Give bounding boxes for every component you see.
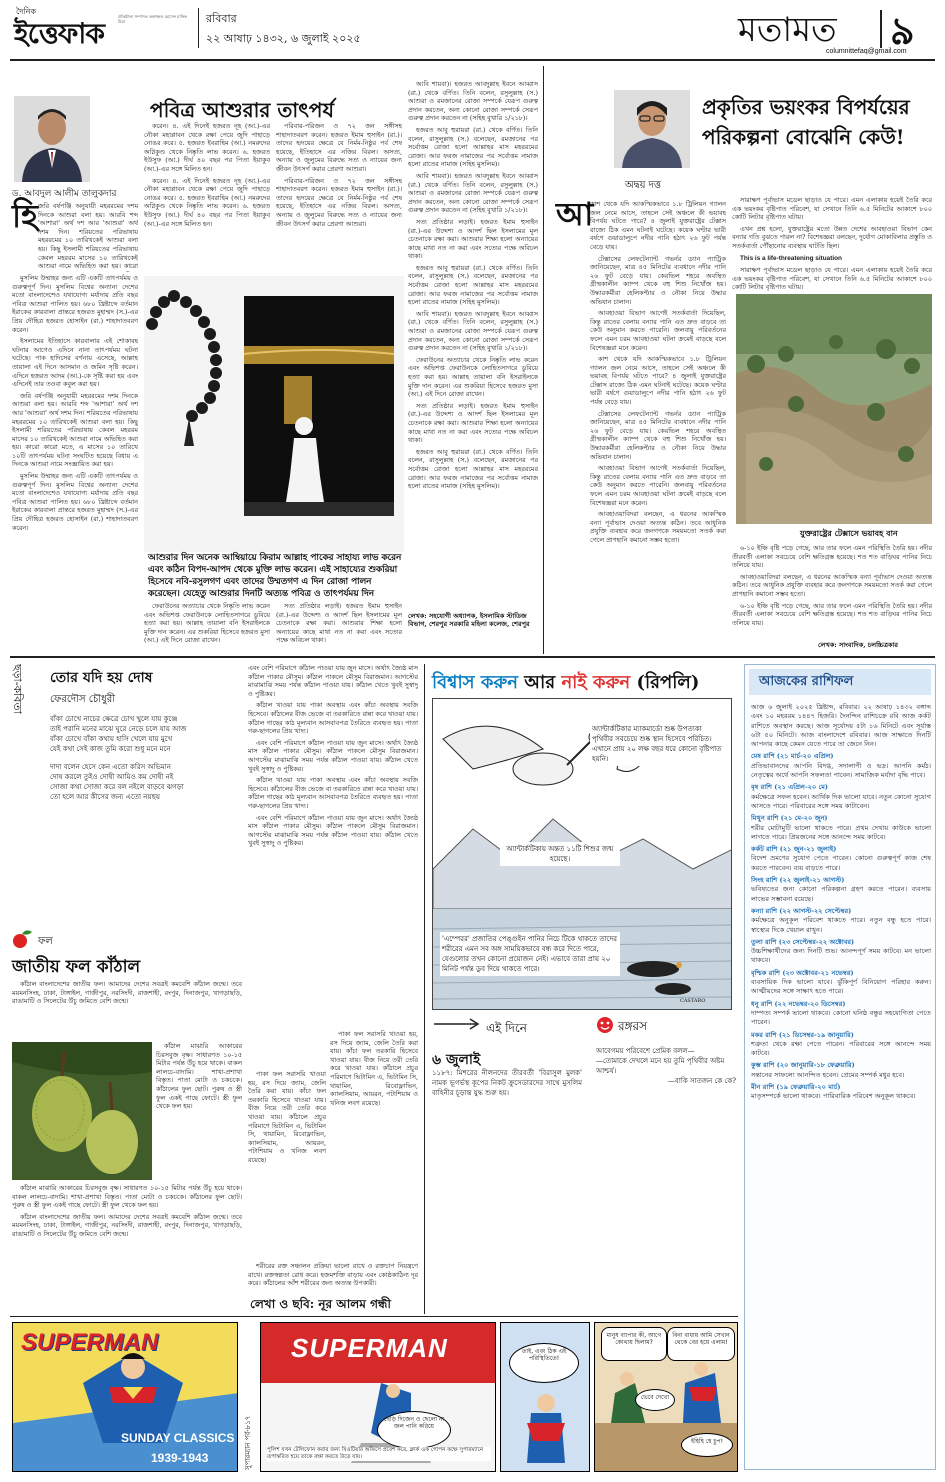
comic-panel-4 (594, 1322, 738, 1472)
jackfruit-photo (12, 1042, 152, 1180)
article1-para-g2: ফেরাউনের অত্যাচার থেকে নিষ্কৃতি লাভ করেন এবং অভিশপ্ত ফেরাউনকে লোহিতসাগরে ডুবিয়ে হত্যা করা হয়। আল্লাহ তায়ালা বনি ইসরাইলকে মুক্তি দান করেন। এর শুকরিয়া হিসেবে হজরত মুসা (আ.) এই দিনে রোজা রাখেন। (144, 602, 270, 645)
rongoros-line: আবেগময় পরিবেশে প্রেমিক বলল— (596, 1047, 695, 1055)
poem-line: দাদা বলেন হেসে কেন এতো করিস অভিমান (50, 763, 171, 771)
flood-photo-caption: যুক্তরাষ্ট্রের টেক্সাসে ভয়াবহ বান (800, 528, 898, 538)
horoscope-sign-name: তুলা রাশি (২৩ সেপ্টেম্বর-২২ অক্টোবর) (751, 937, 855, 946)
poem-line: বাঁকা চোখে নাচের ক্ষেত্রে চোখ খুলে যায় কুঞ্জে (50, 715, 178, 723)
article2-col2b (732, 544, 932, 644)
poem-side-label: ছড়া-কবিতা (11, 664, 24, 714)
comic-panel-2 (260, 1322, 496, 1472)
article1-para-e2: পরিবার-পরিজন ও ৭২ জন সঙ্গীসহ শাহাদাতবরণ করেন। হজরত ইমাম হুসাইন (রা.)। তাদের হৃদয়ের ক্ষেত্রে যে নির্মম-নিষ্ঠুর পর্ব শেষ হয়েছে, ইতিহাসে এর নজির বিরল। অসত্য, অন্যায় ও জুলুমের বিরুদ্ধে সত্য ও ন্যায়ের জন্য জীবন উৎসর্গ করার প্রেরণা আশুরা। (276, 176, 402, 228)
ripley-title-a: বিশ্বাস করুন (432, 672, 518, 693)
article1-para-h2: সত্য প্রতিষ্ঠার লড়াই। হজরত ইমাম হুসাইন (রা.)-এর উদ্দেশ্য ও আদর্শ ছিল ইসলামের মূল চেতনাকে রক্ষা করা। আশুরার শিক্ষা হলো অন্যায়ের কাছে মাথা নত না করা এবং সত্যের পক্ষে অবিচল থাকা। (408, 401, 538, 445)
horoscope-sign-name: সিংহ রাশি (২২ জুলাই-২১ আগস্ট) (751, 876, 845, 885)
fruit-para-d2: কাঁঠাল খাওয়া যায় পাকা অবস্থায় এবং কাঁচা অবস্থায় সবজি হিসেবে। কাঁঠালের বীজ ভেজে বা তরকারিতে রান্না করে খাওয়া যায়। কাঁঠাল গাছের কাঠ মূল্যবান আসবাবপত্র তৈরিতে ব্যবহৃত হয়। পাতা গরু-ছাগলের প্রিয় খাদ্য। (248, 776, 418, 810)
fruit-title[interactable]: জাতীয় ফল কাঁঠাল (12, 957, 141, 977)
article1-para-f3: আবি শায়বা)। হজরত আবদুল্লাহ ইবনে আব্বাস (রা.) থেকে বর্ণিত। তিনি বলেন, রসুলুল্লাহ (স.) আশুরা ও রমজানের রোজা সম্পর্কে যেরূপ গুরুত্ব প্রদান করতেন, অন্য কোনো রোজা সম্পর্কে সেরূপ গুরুত্ব প্রদান করতেন না (সহিহ বুখারি ১/২১৮)। (408, 309, 538, 353)
article1-col2 (144, 122, 270, 272)
article1-highlight-caption: আশুরার দিন অনেক আম্বিয়ায়ে কিরাম আল্লাহ পাকের সাহায্য লাভ করেন এবং কঠিন বিপদ-আপদ থেকে মুক্তি লাভ করেন। এই সাহায্যের শুকরিয়া হিসেবে নবি-রসুলগণ এবং তাদের উম্মতগণ এ দিন রোজা পালন করেছেন। যেহেতু আশুরার দিনটি অত্যন্ত পবিত্র ও তাৎপর্যময় দিন (148, 553, 402, 599)
this-day-date: ৬ জুলাই (432, 1052, 481, 1068)
horoscope-sign-text: কর্মক্ষেত্রে অনুকূল পরিবেশ থাকতে পারে। নতুন বন্ধু হতে পারে। স্বাস্থ্যের দিকে খেয়াল রাখুন। (751, 916, 931, 934)
article1-title[interactable]: পবিত্র আশুরার তাৎপর্য (150, 98, 334, 122)
horoscope-sign-text: মাতৃসম্পর্কে ভালো থাকবে। পারিবারিক পরিবেশ অনুকূল থাকবে। (751, 1092, 916, 1101)
article1-col1b (12, 274, 138, 648)
fruit-col2c (248, 1262, 418, 1292)
fruit-credit: লেখা ও ছবি: নূর আলম গন্ধী (250, 1297, 391, 1311)
article1-para-e: পরিবার-পরিজন ও ৭২ জন সঙ্গীসহ শাহাদাতবরণ করেন। হজরত ইমাম হুসাইন (রা.)। তাদের হৃদয়ের ক্ষেত্রে যে নির্মম-নিষ্ঠুর পর্ব শেষ হয়েছে, ইতিহাসে এর নজির বিরল। অসত্য, অন্যায় ও জুলুমের বিরুদ্ধে সত্য ও ন্যায়ের জন্য জীবন উৎসর্গ করার প্রেরণা আশুরা। (276, 122, 402, 173)
article2-para-c2: আবহাওয়া বিভাগ আগেই সতর্কবার্তা দিয়েছিল, কিন্তু রাতের বেলায় বন্যার পানি এত দ্রুত বাড়বে তা কেউ অনুমান করতে পারেনি। জলবায়ু পরিবর্তনের ফলে এমন চরম আবহাওয়া ঘটনা ক্রমেই বাড়ছে বলে বিশেষজ্ঞরা মনে করেন। (590, 464, 726, 507)
article1-para-c: ইসলামের ইতিহাসে কারবালার এই শোকাবহ ঘটনার আগেও এদিনে নানা তাৎপর্যময় ঘটনা ঘটেছে। পাক হাদিসের বর্ণনায় এসেছে, আল্লাহ তায়ালা এই দিনে আসমান ও জমিন সৃষ্টি করেন। এদিনে হজরত আদম (আ.)-কে সৃষ্টি করা হয় এবং এদিনেই তার তওবা কবুল করা হয়। (12, 337, 138, 389)
fruit-col1b (156, 1042, 242, 1180)
fruit-para-c3: এবং বেশি পরিমাণে কাঁঠাল পাওয়া যায় জুন মাসে। অর্থাৎ জ্যৈষ্ঠ মাস কাঁঠাল পাকার মৌসুম। কাঁঠাল পাকলে মৌসুম বিরাজমান। আগস্টের মাঝামাঝি সময় পর্যন্ত কাঁঠাল পাওয়া যায়। কাঁঠাল খেতে খুবই সুস্বাদু ও পুষ্টিকর। (248, 813, 418, 848)
masthead-day: রবিবার (206, 12, 237, 25)
page-number: ৯ (890, 8, 915, 53)
comic-cover-title: SUPERMAN (21, 1329, 159, 1356)
article1-para-h: সত্য প্রতিষ্ঠার লড়াই। হজরত ইমাম হুসাইন (রা.)-এর উদ্দেশ্য ও আদর্শ ছিল ইসলামের মূল চেতনাকে রক্ষা করা। আশুরার শিক্ষা হলো অন্যায়ের কাছে মাথা নত না করা এবং সত্যের পক্ষে অবিচল থাকা। (408, 217, 538, 261)
poem-title[interactable]: তোর যদি হয় দোষ (50, 670, 153, 686)
horoscope-sign-text: ভবিষ্যতের জন্য কোনো পরিকল্পনা গ্রহণ করতে পারেন। ব্যবসায় লাভের সম্ভাবনা রয়েছে। (751, 885, 931, 903)
ashura-illustration (144, 276, 404, 552)
horoscope-sign-name: বৃশ্চিক রাশি (২৩ অক্টোবর-২১ নভেম্বর) (751, 968, 854, 977)
masthead (0, 0, 945, 58)
horoscope-sign-name: মিথুন রাশি (২১ মে-২০ জুন) (751, 814, 828, 823)
article1-col2b (144, 602, 270, 648)
fruit-para-a2: কাঁঠাল বাংলাদেশের জাতীয় ফল। আমাদের দেশের সবত্রই কমবেশি কাঁঠাল জন্মে। তবে ময়মনসিংহ, ঢাকা, টাঙ্গাইল, গাজীপুর, নরসিংদী, রাজশাহী, রংপুর, দিনাজপুর, খাগড়াছড়ি, রাঙামাটি ও সিলেটের উঁচু জমিতে বেশি জন্মে। (12, 1212, 242, 1238)
article2-col1 (590, 200, 726, 650)
fruit-label: ফল (38, 936, 53, 947)
horoscope-sign-text: ব্যবসায়িক দিক ভালো যাবে। ঝুঁকিপূর্ণ বিনিয়োগ পরিহার করুন। আত্মীয়দের সঙ্গে সাক্ষাৎ হতে পারে। (751, 978, 931, 996)
article1-para-h3: সত্য প্রতিষ্ঠার লড়াই। হজরত ইমাম হুসাইন (রা.)-এর উদ্দেশ্য ও আদর্শ ছিল ইসলামের মূল চেতনাকে রক্ষা করা। আশুরার শিক্ষা হলো অন্যায়ের কাছে মাথা নত না করা এবং সত্যের পক্ষে অবিচল থাকা। (276, 602, 402, 645)
horoscope-sign-name: মেষ রাশি (২১ মার্চ-২০ এপ্রিল) (751, 752, 834, 761)
article1-dropcap: হি (12, 197, 38, 235)
poem-poet: ফেরদৌস চৌধুরী (50, 694, 116, 705)
poem-line: বাঁকা চোখে বাঁকা কথায় হাসি খেলে যায় মুখে (50, 735, 173, 743)
horoscope-sign-name: মীন রাশি (১৯ ফেব্রুয়ারি-২০ মার্চ) (751, 1082, 841, 1091)
article2-para-a2: কাশ থেকে যদি আকস্মিকভাবে ১.৮ ট্রিলিয়ন গ্যালন জল নেমে আসে, তাহলে সেই অঞ্চলে কী ভয়াবহ বিপর্যয় ঘটতে পারে? ৪ জুলাই যুক্তরাষ্ট্রের টেক্সাস রাজ্যে ঠিক এমন ঘটনাই ঘটেছে। কয়েক ঘণ্টার ভারী বর্ষণে গুয়াডালুপে নদীর পানি হঠাৎ ২৬ ফুট পর্যন্ত বেড়ে যায়। (590, 355, 726, 407)
article1-col4 (408, 80, 538, 648)
comic-top-rule (10, 1316, 738, 1317)
article1-byline: লেখক: সহযোগী অধ্যাপক, ইসলামিক স্টাডিজ বিভাগ, শেরপুর সরকারি মহিলা কলেজ, শেরপুর (408, 612, 530, 628)
comic-bubble-1: ছেড়ি দিজেন ও ছেলো না জল পানি করিয়ে (377, 1411, 451, 1449)
ripley-caption-1: অ্যান্টার্কটিকার ম্যাকমার্ডো শুষ্ক উপত্যকা পৃথিবীর সবচেয়ে শুষ্ক স্থান হিসেবে পরিচিত। এখানে প্রায় ২০ লক্ষ বছর ধরে কোনো বৃষ্টিপাত হয়নি। (590, 722, 726, 766)
brand-tagline: প্রতিষ্ঠাতা সম্পাদক তফাজ্জল হোসেন মানিক মিয়া (118, 14, 187, 24)
fruit-para-b: কাঁঠাল মাঝারি আকারের চিরসবুজ বৃক্ষ। সাধারণত ১০-১৫ মিটার পর্যন্ত উঁচু হয়ে থাকে। বাকল লালচে-বাদামি। শাখা-প্রশাখা বিস্তৃত। পাতা মোটা ও চকচকে। কাঁঠালের ফুল ছোট। পুরুষ ও স্ত্রী ফুল একই গাছে ফোটে। স্ত্রী ফুল থেকে ফল হয়। (156, 1042, 242, 1111)
article2-para-d2: সারাক্ষণ পূর্বাভাস মডেল ছাড়াও যে পারে। এমন এলাকায় হয়েই তৈরি করে এক ভয়ংকর বৃষ্টিপাত পরিবেশ, যা সেখানে তিনি ৬.৫ মিনিটের আকাশে ৮০০ কোটি লিটার বৃষ্টিপাত ঘটায়। (732, 266, 932, 292)
rongoros-line: —বাকি সাতজন কে কে? (667, 1077, 736, 1085)
poem-line: তো হলে আর কীসের জন্য এতো নয়ছয় (50, 793, 160, 801)
article2-byline: লেখক: সাংবাদিক, চলচ্চিত্রকার (818, 641, 898, 649)
article1-para-d2: করেন। ৪. এই দিনেই হজরত নূহ (আ.)-এর নৌকা মহাপ্লাবন থেকে রক্ষা পেয়ে জুদি পাহাড়ে নোঙর করে। ৫. হজরত ইবরাহিম (আ.) নমরুদের অগ্নিকুণ্ড থেকে নিষ্কৃতি লাভ করেন। ৬. হজরত ইউসুফ (আ.) দীর্ঘ ৪০ বছর পর পিতা ইয়াকুব (আ.)-এর সঙ্গে মিলিত হন। (144, 176, 270, 228)
article-divider-vertical (543, 66, 544, 654)
article1-para-a: জরি বর্ষপঞ্জি অনুযায়ী মহররমের দশম দিনকে আশুরা বলা হয়। আরবি শব্দ 'আশারা' অর্থ দশ আর 'আশুরা' অর্থ দশম দিন। শরিয়তের পরিভাষায় মহররমের ১০ তারিখকেই আশুরা বলা হয়। কিছু ইসলামী শরিয়তের পরিভাষায় কেবল মহররম মাসের ১০ তারিখকেই আশুরা নামে অভিহিত করা হয়। কারো (38, 202, 138, 271)
fruit-para-a: কাঁঠাল বাংলাদেশের জাতীয় ফল। আমাদের দেশের সবত্রই কমবেশি কাঁঠাল জন্মে। তবে ময়মনসিংহ, ঢাকা, টাঙ্গাইল, গাজীপুর, নরসিংদী, রাজশাহী, রংপুর, দিনাজপুর, খাগড়াছড়ি, রাঙামাটি ও সিলেটের উঁচু জমিতে বেশি জন্মে। (12, 980, 242, 1006)
horoscope-sign-text: প্রতিভাবানদের আপনি বিদগ্ধ, সদালাপী ও ভদ্র। আপনি কর্মঠ। নেতৃত্বের অর্থে আপনি সফলতা পাবেন। সামাজিক মর্যাদা বৃদ্ধি পাবে। (751, 761, 931, 780)
fruit-col1c (12, 1184, 242, 1294)
article2-dropcap: আ (556, 195, 594, 233)
comic-bubble-2: তাই, এবং ঠিক এই পরিস্থিতিতে! (509, 1343, 579, 1383)
column-email[interactable]: columnittefaq@gmail.com (826, 48, 907, 55)
article1-para-f2: আবি শায়বা)। হজরত আবদুল্লাহ ইবনে আব্বাস (রা.) থেকে বর্ণিত। তিনি বলেন, রসুলুল্লাহ (স.) আশুরা ও রমজানের রোজা সম্পর্কে যেরূপ গুরুত্ব প্রদান করতেন, অন্য কোনো রোজা সম্পর্কে সেরূপ গুরুত্ব প্রদান করতেন না (সহিহ বুখারি ১/২১৮)। (408, 171, 538, 215)
ripley-caption-3: 'এম্পেরর' প্রজাতির পেঙ্গুইন পানির নিচে টিকে থাকতে তাদের শরীরের এমন সব অঙ্গ সাময়িকভাবে বন্ধ করে দিতে পারে, যেগুলোর তখন কোনো প্রয়োজন নেই। এভাবে তারা প্রায় ২০ মিনিট পর্যন্ত ডুব দিয়ে থাকতে পারে। (440, 932, 620, 976)
article2-para-d: সারাক্ষণ পূর্বাভাস মডেল ছাড়াও যে পারে। এমন এলাকায় হয়েই তৈরি করে এক ভয়ংকর বৃষ্টিপাত পরিবেশ, যা সেখানে তিনি ৬.৫ মিনিটের আকাশে ৮০০ কোটি লিটার বৃষ্টিপাত ঘটায়। (732, 196, 932, 222)
article1-para-i: হজরত আবু হুরায়রা (রা.) থেকে বর্ণিত। তিনি বলেন, রাসুলুল্লাহ (স.) বলেছেন, রমজানের পর সর্বোত্তম রোজা হলো আল্লাহর মাস মহররমের রোজা। আর ফরজ নামাজের পর সর্বোত্তম নামাজ হলো রাতের নামাজ (সহিহ মুসলিম)। (408, 125, 538, 169)
horoscope-sign-name: বৃষ রাশি (২১ এপ্রিল-২০ মে) (751, 783, 829, 792)
horoscope-sign-name: কর্কট রাশি (২১ জুন-২১ জুলাই) (751, 845, 837, 854)
horoscope-title[interactable]: আজকের রাশিফল (759, 674, 854, 689)
article1-para-i3: হজরত আবু হুরায়রা (রা.) থেকে বর্ণিত। তিনি বলেন, রাসুলুল্লাহ (স.) বলেছেন, রমজানের পর সর্বোত্তম রোজা হলো আল্লাহর মাস মহররমের রোজা। আর ফরজ নামাজের পর সর্বোত্তম নামাজ হলো রাতের নামাজ (সহিহ মুসলিম)। (408, 447, 538, 491)
rongoros-label: রঙ্গরস (618, 1019, 648, 1033)
horoscope-header (749, 669, 931, 695)
poem-line: দোষ করলে তুইও দোষী আমিও কম দোষী নই (50, 773, 174, 781)
article2-col1b (550, 236, 586, 650)
this-day-label: এই দিনে (486, 1021, 527, 1035)
poem-line: সোজা কথা সোজা করে বল নইলে বাড়বে ঝগড়া (50, 783, 184, 791)
rongoros-icon (596, 1016, 616, 1034)
author1-photo (14, 96, 90, 182)
fruit-para-e2: পাকা ফল সরাসরি খাওয়া হয়, রস দিয়ে জ্যাম, জেলি তৈরি করা যায়। কাঁচা ফল তরকারি হিসেবে খাওয়া যায়। বীজ নিয়ে তরী তেরি করে খাওয়া যায়। কাঁঠালে প্রচুর পরিমাণে ভিটামিন এ, ভিটামিন সি, থায়ামিন, রিবোফ্লাভিন, ক্যালসিয়াম, আয়রন, পটাশিয়াম ও খনিজ লবণ রয়েছে। (248, 1070, 326, 1164)
ripley-title-b: আর (524, 672, 556, 693)
comic-bubble-6: ইহিহি হে চুপ! (681, 1433, 733, 1457)
brand-name: ইত্তেফাক (14, 17, 105, 50)
section-divider (880, 10, 882, 48)
fruit-col3 (330, 1030, 418, 1260)
article1-para-d: করেন। ৪. এই দিনেই হজরত নূহ (আ.)-এর নৌকা মহাপ্লাবন থেকে রক্ষা পেয়ে জুদি পাহাড়ে নোঙর করে। ৫. হজরত ইবরাহিম (আ.) নমরুদের অগ্নিকুণ্ড থেকে নিষ্কৃতি লাভ করেন। ৬. হজরত ইউসুফ (আ.) দীর্ঘ ৪০ বছর পর পিতা ইয়াকুব (আ.)-এর সঙ্গে মিলিত হন। (144, 122, 270, 173)
flood-photo (736, 294, 932, 524)
fruit-para-c2: এবং বেশি পরিমাণে কাঁঠাল পাওয়া যায় জুন মাসে। অর্থাৎ জ্যৈষ্ঠ মাস কাঁঠাল পাকার মৌসুম। কাঁঠাল পাকলে মৌসুম বিরাজমান। আগস্টের মাঝামাঝি সময় পর্যন্ত কাঁঠাল পাওয়া যায়। কাঁঠাল খেতে খুবই সুস্বাদু ও পুষ্টিকর। (248, 738, 418, 773)
article2-para-c: আবহাওয়া বিভাগ আগেই সতর্কবার্তা দিয়েছিল, কিন্তু রাতের বেলায় বন্যার পানি এত দ্রুত বাড়বে তা কেউ অনুমান করতে পারেনি। জলবায়ু পরিবর্তনের ফলে এমন চরম আবহাওয়া ঘটনা ক্রমেই বাড়ছে বলে বিশেষজ্ঞরা মনে করেন। (590, 309, 726, 352)
article1-col3 (276, 122, 402, 272)
horoscope-sign-text: উচ্চশিক্ষার্থীদের জন্য দিনটি শুভ। আনন্দপূর্ণ সময় কাটবে। মন ভালো থাকবে। (751, 947, 931, 965)
fruit-para-c: এবং বেশি পরিমাণে কাঁঠাল পাওয়া যায় জুন মাসে। অর্থাৎ জ্যৈষ্ঠ মাস কাঁঠাল পাকার মৌসুম। কাঁঠাল পাকলে মৌসুম বিরাজমান। আগস্টের মাঝামাঝি সময় পর্যন্ত কাঁঠাল পাওয়া যায়। কাঁঠাল খেতে খুবই সুস্বাদু ও পুষ্টিকর। (248, 664, 418, 698)
comic-cover-subtitle: SUNDAY CLASSICS (121, 1431, 235, 1445)
article2-para-b: টেক্সাসের লেফটেন্যান্ট গভর্নর ড্যান প্যাট্রিক জানিয়েছেন, মাত্র ৪৫ মিনিটের ব্যবধানে নদীর পানি ২৬ ফুট বেড়ে যায়। কেরভিল শহরে অবস্থিত গ্রীষ্মকালীন ক্যাম্প থেকে বহু শিশু নিখোঁজ হয়। উদ্ধারকর্মীরা হেলিকপ্টার ও নৌকা নিয়ে উদ্ধার অভিযান চালান। (590, 254, 726, 306)
horoscope-sign-name: ধনু রাশি (২২ নভেম্বর-২০ ডিসেম্বর) (751, 999, 846, 1008)
comic-bubble-3: মানুষ ব্যাপার কী, আগে কোথায় ছিলাম? (601, 1327, 667, 1361)
horoscope-sign-text: কর্মক্ষেত্রে সফল হবেন। আর্থিক দিক ভালো যাবে। নতুন কোনো সুযোগ আসতে পারে। পরিবারের সঙ্গে সময় কাটাবেন। (751, 792, 931, 810)
author2-name: অদ্বয় দত্ত (625, 180, 662, 191)
comic-caption-2: পুলিশ যখন টেলিফোন করার জন্য যিওটিয়ার অফিসে প্রবেশ করে, ক্লার্ক এক গোপন কক্ষে সুপারম্যানে রূপান্তরিত হয়ে তাকে রক্ষা করতে উড়ে যায়। (267, 1447, 491, 1461)
horoscope-intro: আজ ৬ জুলাই ২০২৫ খ্রিষ্টাব্দ, রবিবার। ২২ আষাঢ় ১৪৩২ বঙ্গাব্দ এবং ১০ মহররম ১৪৪৭ হিজরি। দৈনন্দিন রাশিচক্রে রবি আজ কর্কট রাশিতে অবস্থান করছে। আজ সূর্যোদয় ৫টা ১৬ মিনিটে এবং সূর্যাস্ত ৬টা ৫০ মিনিটে। আজ বাংলাদেশে রবিবার। আজ সাক্ষাতে দিনটি আপনার কাছে কেমন যেতে পারে তা জেনে নিন। (751, 703, 931, 749)
article2-para-b2: টেক্সাসের লেফটেন্যান্ট গভর্নর ড্যান প্যাট্রিক জানিয়েছেন, মাত্র ৪৫ মিনিটের ব্যবধানে নদীর পানি ২৬ ফুট বেড়ে যায়। কেরভিল শহরে অবস্থিত গ্রীষ্মকালীন ক্যাম্প থেকে বহু শিশু নিখোঁজ হয়। উদ্ধারকর্মীরা হেলিকপ্টার ও নৌকা নিয়ে উদ্ধার অভিযান চালান। (590, 409, 726, 461)
article1-para-f: আবি শায়বা)। হজরত আবদুল্লাহ ইবনে আব্বাস (রা.) থেকে বর্ণিত। তিনি বলেন, রসুলুল্লাহ (স.) আশুরা ও রমজানের রোজা সম্পর্কে যেরূপ গুরুত্ব প্রদান করতেন, অন্য কোনো রোজা সম্পর্কে সেরূপ গুরুত্ব প্রদান করতেন না (সহিহ বুখারি ১/২১৮)। (408, 80, 538, 123)
comic-side-label: সুপারম্যান পর্ব-৮১৭ (244, 1415, 252, 1470)
fruit-col2 (248, 664, 418, 1068)
author1-name: ড. আবদুল আলীম তালুকদার (12, 189, 117, 199)
fruit-para-d: কাঁঠাল খাওয়া যায় পাকা অবস্থায় এবং কাঁচা অবস্থায় সবজি হিসেবে। কাঁঠালের বীজ ভেজে বা তরকারিতে রান্না করে খাওয়া যায়। কাঁঠাল গাছের কাঠ মূল্যবান আসবাবপত্র তৈরিতে ব্যবহৃত হয়। পাতা গরু-ছাগলের প্রিয় খাদ্য। (248, 701, 418, 736)
section-title: মতামত (738, 10, 837, 50)
article2-para-g2: আবহাওয়াবিদরা বলছেন, এ ধরনের আকস্মিক বন্যা পূর্বাভাস দেওয়া অত্যন্ত কঠিন। তবে আধুনিক প্রযুক্তি ব্যবহার করে জনগণকে সময়মতো সতর্ক করা গেলে প্রাণহানি কমানো সম্ভব হতো। (732, 572, 932, 598)
ripley-caption-2: অ্যান্টার্কটিকায় অন্তত ১১টি শিশুর জন্ম হয়েছে। (500, 842, 620, 866)
horoscope-sign-text: বিদেশ ভ্রমণের সুযোগ পেতে পারেন। কোনো গুরুত্বপূর্ণ কাজ শেষ করতে পারবেন। ব্যয় বাড়তে পারে। (751, 854, 931, 872)
masthead-rule (10, 59, 935, 61)
ripley-artist: CASTARO (680, 998, 706, 1004)
rongoros-line: —তোমাকে দেখলে মনে হয় তুমি পৃথিবীর অষ্টম আশ্চর্য। (596, 1057, 725, 1075)
fruit-para-e: পাকা ফল সরাসরি খাওয়া হয়, রস দিয়ে জ্যাম, জেলি তৈরি করা যায়। কাঁচা ফল তরকারি হিসেবে খাওয়া যায়। বীজ নিয়ে তরী তেরি করে খাওয়া যায়। কাঁঠালে প্রচুর পরিমাণে ভিটামিন এ, ভিটামিন সি, থায়ামিন, রিবোফ্লাভিন, ক্যালসিয়াম, আয়রন, পটাশিয়াম ও খনিজ লবণ রয়েছে। (330, 1030, 418, 1107)
fruit-para-b2: কাঁঠাল মাঝারি আকারের চিরসবুজ বৃক্ষ। সাধারণত ১০-১৫ মিটার পর্যন্ত উঁচু হয়ে থাকে। বাকল লালচে-বাদামি। শাখা-প্রশাখা বিস্তৃত। পাতা মোটা ও চকচকে। কাঁঠালের ফুল ছোট। পুরুষ ও স্ত্রী ফুল একই গাছে ফোটে। স্ত্রী ফুল থেকে ফল হয়। (12, 1184, 242, 1210)
rongoros-body (596, 1046, 736, 1126)
ripley-title-c: নাই করুন (561, 672, 631, 693)
fruit-intro (12, 980, 242, 1040)
article1-para-b: মুসলিম উম্মাহর জন্য এটি একটি তাৎপর্যময় ও গুরুত্বপূর্ণ দিন। মুসলিম বিশ্বের অন্যান্য দেশের মতো বাংলাদেশেও যথাযোগ্য মর্যাদায় প্রতি বছর পবিত্র আশুরা পালিত হয়। ৬৮০ খ্রিষ্টাব্দে বর্তমান ইরাকের কারবালা প্রান্তরে হজরত মুহাম্মদ (স.)-এর প্রিয় দৌহিত্র হজরত হোসাইন (রা.) শাহাদাতবরণ করেন। (12, 274, 138, 334)
comic-cover-years: 1939-1943 (151, 1451, 209, 1465)
comic-bubble-5: ভেবে দেখো (635, 1389, 675, 1411)
article1-para-b2: মুসলিম উম্মাহর জন্য এটি একটি তাৎপর্যময় ও গুরুত্বপূর্ণ দিন। মুসলিম বিশ্বের অন্যান্য দেশের মতো বাংলাদেশেও যথাযোগ্য মর্যাদায় প্রতি বছর পবিত্র আশুরা পালিত হয়। ৬৮০ খ্রিষ্টাব্দে বর্তমান ইরাকের কারবালা প্রান্তরে হজরত মুহাম্মদ (স.)-এর প্রিয় দৌহিত্র হজরত হোসাইন (রা.) শাহাদাতবরণ করেন। (12, 472, 138, 532)
horoscope-sign-text: শত্রুতা থেকে রক্ষা পেতে পারেন। পরিবারের সঙ্গে আনন্দে সময় কাটবে। (751, 1039, 931, 1058)
horoscope-box (744, 664, 936, 1470)
section-rule-middle (10, 656, 935, 658)
article2-para-f2: ৬-১০ ইঞ্চি বৃষ্টি পড়ে গেছে, আর তার ফলে এমন পরিস্থিতি তৈরি হয়। নদীর তীরবর্তী এলাকা সবচেয়ে বেশি ক্ষতিগ্রস্ত হয়েছে। শত শত বাড়িঘর পানির নিচে তলিয়ে যায়। (732, 601, 932, 627)
masthead-divider (198, 8, 199, 48)
article2-english-phrase: This is a life-threatening situation (740, 254, 842, 262)
divider-fruit-ripley (424, 664, 425, 1314)
horoscope-sign-name: মকর রাশি (২১ ডিসেম্বর-১৯ জানুয়ারি) (751, 1030, 854, 1039)
fruit-icon (12, 930, 34, 948)
horoscope-list (751, 703, 931, 1467)
fruit-col2b (248, 1070, 326, 1260)
poem-body (50, 714, 240, 814)
horoscope-sign-name: কন্যা রাশি (২২ আগস্ট-২২ সেপ্টেম্বর) (751, 906, 852, 915)
article2-para-g: আবহাওয়াবিদরা বলছেন, এ ধরনের আকস্মিক বন্যা পূর্বাভাস দেওয়া অত্যন্ত কঠিন। তবে আধুনিক প্রযুক্তি ব্যবহার করে জনগণকে সময়মতো সতর্ক করা গেলে প্রাণহানি কমানো সম্ভব হতো। (590, 510, 726, 544)
comic-cover (12, 1322, 238, 1472)
comic-bubble-4: বিনা বাধায় আমি সেখান থেকে বের হয়ে এলাম! (667, 1327, 735, 1361)
poem-line: যেই কথা সেই কাজ তুমি করো শুধু মনে মনে (50, 745, 171, 753)
masthead-date: ২২ আষাঢ় ১৪৩২, ৬ জুলাই ২০২৫ (206, 32, 361, 45)
article2-para-e: এখন প্রশ্ন হলো, যুক্তরাষ্ট্রের মতো উন্নত দেশের আবহাওয়া বিভাগ কেন বন্যার গতি বুঝতে পারল না? বিশেষজ্ঞরা বলছেন, দুর্যোগ মোকাবিলার প্রস্তুতি ও সতর্কবার্তা পৌঁছানোর ব্যবস্থায় ঘাটতি ছিল। (732, 224, 932, 250)
brand-small: দৈনিক (16, 7, 37, 16)
article1-col1a (38, 202, 138, 272)
this-day-body: ১১৮৭: মিশরের নীলনদের তীরবর্তী 'বিরাসুল মুলক' নামক ভূগর্ভস্থ কূপের নিকট ক্রুসেডারদের সাথে মুসলিম বাহিনীর চূড়ান্ত যুদ্ধ শুরু হয়। (432, 1069, 582, 1097)
ripley-title (432, 668, 699, 699)
horoscope-sign-name: কুম্ভ রাশি (২০ জানুয়ারি-১৮ ফেব্রুয়ারি) (751, 1061, 855, 1070)
this-day-icon (432, 1016, 482, 1030)
article2-title[interactable]: প্রকৃতির ভয়ংকর বিপর্যয়ের পরিকল্পনা বোঝেনি কেউ! (702, 95, 910, 149)
article1-para-g: ফেরাউনের অত্যাচার থেকে নিষ্কৃতি লাভ করেন এবং অভিশপ্ত ফেরাউনকে লোহিতসাগরে ডুবিয়ে হত্যা করা হয়। আল্লাহ তায়ালা বনি ইসরাইলকে মুক্তি দান করেন। এর শুকরিয়া হিসেবে হজরত মুসা (আ.) এই দিনে রোজা রাখেন। (408, 355, 538, 399)
article2-para-f: ৬-১০ ইঞ্চি বৃষ্টি পড়ে গেছে, আর তার ফলে এমন পরিস্থিতি তৈরি হয়। নদীর তীরবর্তী এলাকা সবচেয়ে বেশি ক্ষতিগ্রস্ত হয়েছে। শত শত বাড়িঘর পানির নিচে তলিয়ে যায়। (732, 544, 932, 570)
article1-col3b (276, 602, 402, 648)
fruit-para-f: শরীরের রক্ত সঞ্চালন প্রক্রিয়া ভালো রাখে ও রক্তচাপ নিয়ন্ত্রণে রাখে। রক্তস্বল্পতা রোধ করে। হজমশক্তি বাড়ায় এবং কোষ্ঠকাঠিন্য দূর করে। কাঁঠালের আঁশ শরীরের জন্য অত্যন্ত উপকারী। (248, 1262, 418, 1288)
horoscope-sign-text: সন্তানের সাফল্যে আনন্দিত হবেন। প্রেমের সম্পর্ক মধুর হবে। (751, 1070, 905, 1079)
comic-panel2-title: SUPERMAN (291, 1333, 448, 1363)
brand-logo[interactable] (14, 6, 114, 52)
horoscope-sign-text: দাম্পত্য সম্পর্ক ভালো থাকবে। কোনো ঘনিষ্ঠ বন্ধুর সহযোগিতা পেতে পারেন। (751, 1008, 931, 1027)
comic-panel-3 (500, 1322, 590, 1472)
ripley-title-d: (রিপলি) (636, 672, 700, 693)
article1-para-i2: হজরত আবু হুরায়রা (রা.) থেকে বর্ণিত। তিনি বলেন, রাসুলুল্লাহ (স.) বলেছেন, রমজানের পর সর্বোত্তম রোজা হলো আল্লাহর মাস মহররমের রোজা। আর ফরজ নামাজের পর সর্বোত্তম নামাজ হলো রাতের নামাজ (সহিহ মুসলিম)। (408, 263, 538, 307)
poem-line: তাই পরানি মনের মাঝে ঘুরে নেড়ে চলে যায় আজ (50, 725, 187, 733)
article1-para-a2: জরি বর্ষপঞ্জি অনুযায়ী মহররমের দশম দিনকে আশুরা বলা হয়। আরবি শব্দ 'আশারা' অর্থ দশ আর 'আশুরা' অর্থ দশম দিন। শরিয়তের পরিভাষায় মহররমের ১০ তারিখকেই আশুরা বলা হয়। কিছু ইসলামী শরিয়তের পরিভাষায় কেবল মহররম মাসের ১০ তারিখকেই আশুরা নামে অভিহিত করা হয়। কারো কারো মতে, এ মাসের ১০ তারিখে ১০টি তাৎপর্যময় ঘটনা সংঘটিত হয়েছে বিধায় এ দিনকে আশুরা নামে সংজ্ঞায়িত করা হয়। (12, 391, 138, 469)
article2-para-a: কাশ থেকে যদি আকস্মিকভাবে ১.৮ ট্রিলিয়ন গ্যালন জল নেমে আসে, তাহলে সেই অঞ্চলে কী ভয়াবহ বিপর্যয় ঘটতে পারে? ৪ জুলাই যুক্তরাষ্ট্রের টেক্সাস রাজ্যে ঠিক এমন ঘটনাই ঘটেছে। কয়েক ঘণ্টার ভারী বর্ষণে গুয়াডালুপে নদীর পানি হঠাৎ ২৬ ফুট পর্যন্ত বেড়ে যায়। (590, 200, 726, 251)
horoscope-sign-text: শরীর মোটামুটি ভালো থাকতে পারে। প্রথম দেখায় কাউকে ভালো লাগতে পারে। প্রিয়জনের সঙ্গে আনন্দে সময় কাটবে। (751, 823, 931, 841)
author2-photo (614, 90, 690, 168)
